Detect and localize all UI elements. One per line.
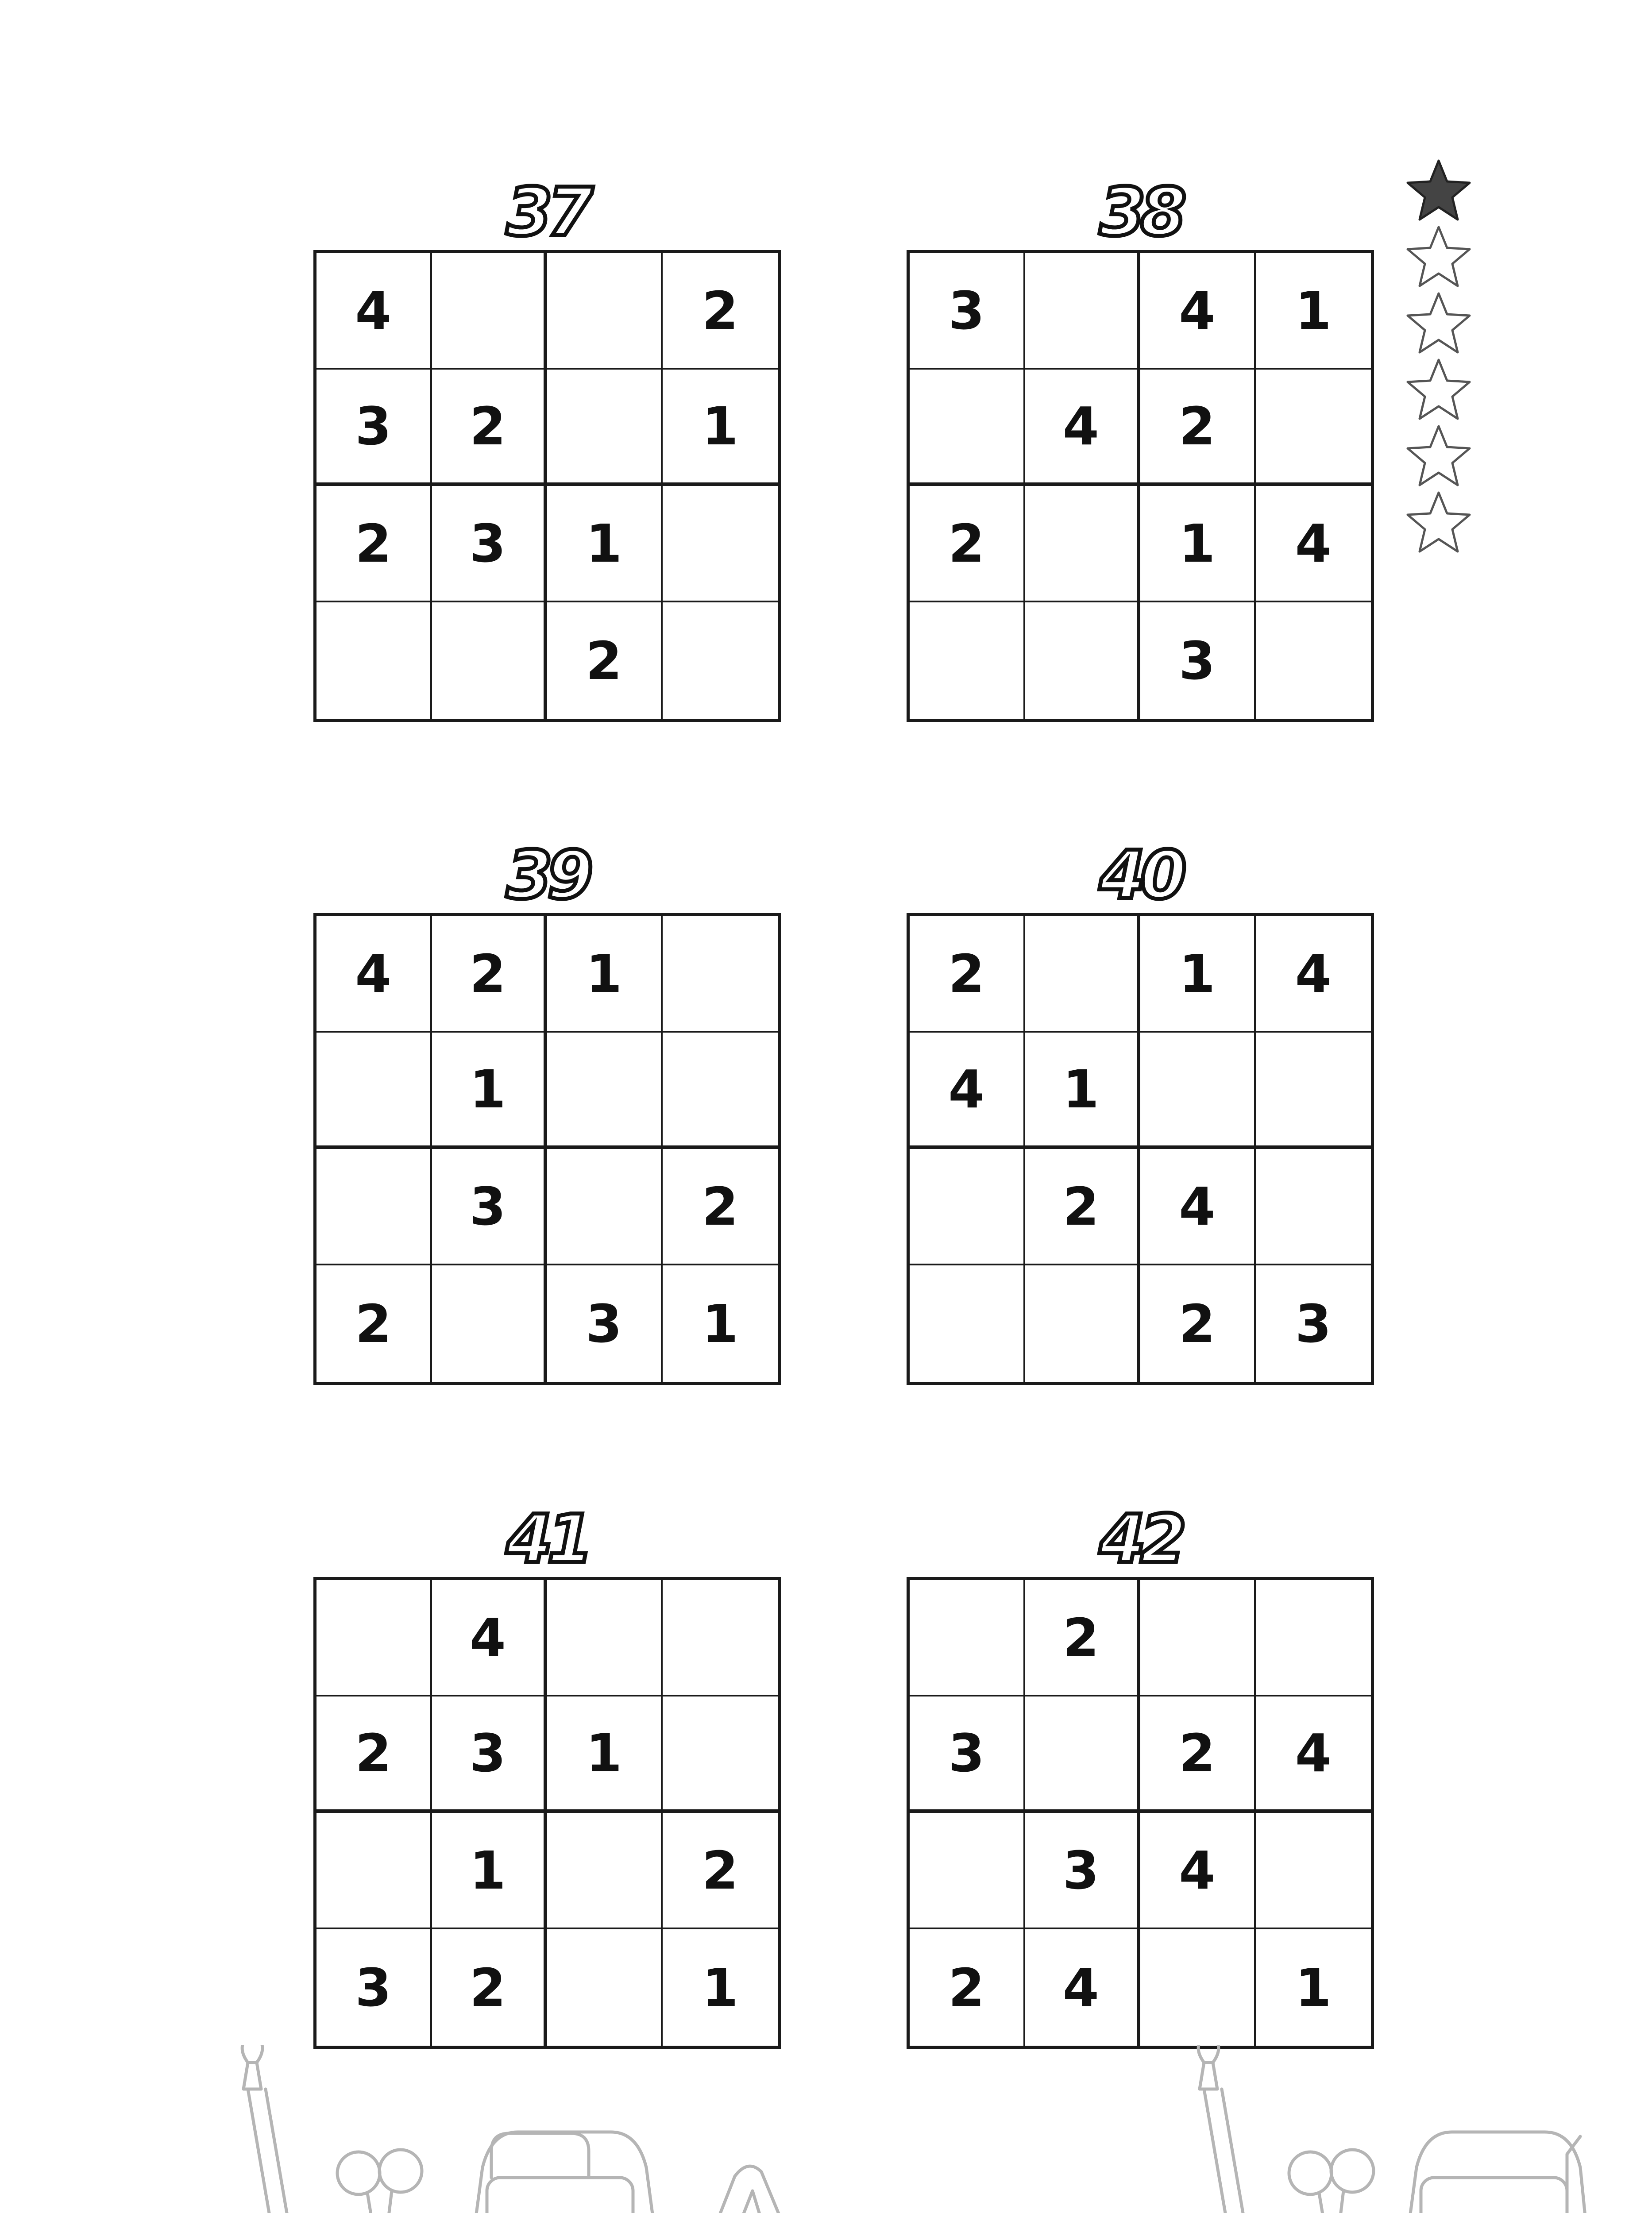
grid-cell: 2 [663, 1149, 778, 1265]
grid-cell: 2 [1140, 1265, 1256, 1382]
grid-cell: 3 [317, 370, 432, 486]
difficulty-rating [1405, 157, 1472, 555]
star-icon [1405, 224, 1472, 290]
grid-cell: 2 [432, 370, 548, 486]
grid-cell: 4 [910, 1033, 1025, 1149]
grid-cell: 3 [1140, 602, 1256, 719]
grid-cell[interactable] [547, 1033, 663, 1149]
grid-cell: 3 [432, 1149, 548, 1265]
sudoku-grid [313, 1577, 781, 2049]
grid-cell: 1 [547, 916, 663, 1033]
grid-cell: 2 [317, 1265, 432, 1382]
grid-cell: 1 [1025, 1033, 1141, 1149]
grid-cell: 4 [1025, 1929, 1141, 2046]
grid-cell: 4 [1025, 370, 1141, 486]
grid-cell: 4 [1140, 1149, 1256, 1265]
grid-cell[interactable] [1025, 1696, 1141, 1813]
grid-cell[interactable] [910, 602, 1025, 719]
grid-cell: 2 [663, 1813, 778, 1929]
grid-cell: 1 [702, 1293, 738, 1354]
puzzle-number: 40 [1099, 837, 1181, 914]
grid-cell: 3 [317, 1929, 432, 2046]
grid-cell: 1 [702, 1957, 738, 2018]
grid-cell[interactable] [432, 602, 548, 719]
grid-cell: 1 [547, 1696, 663, 1813]
grid-cell[interactable] [317, 1813, 432, 1929]
grid-cell[interactable] [547, 253, 663, 370]
grid-cell[interactable] [1140, 1580, 1256, 1696]
grid-cell: 2 [1140, 370, 1256, 486]
grid-cell: 2 [910, 1929, 1025, 2046]
grid-cell[interactable] [663, 916, 778, 1033]
grid-cell[interactable] [910, 1265, 1025, 1382]
sudoku-grid [907, 913, 1374, 1385]
grid-cell: 2 [663, 253, 778, 370]
grid-cell: 4 [1140, 1813, 1256, 1929]
grid-cell: 2 [317, 1696, 432, 1813]
grid-cell: 1 [432, 1813, 548, 1929]
grid-cell[interactable] [317, 602, 432, 719]
grid-cell: 3 [1295, 1293, 1332, 1354]
grid-cell: 1 [1295, 1957, 1332, 2018]
grid-cell: 3 [910, 253, 1025, 370]
grid-cell[interactable] [1025, 602, 1141, 719]
star-icon [1405, 290, 1472, 356]
grid-cell: 2 [1025, 1149, 1141, 1265]
backpack-icon [1399, 2132, 1594, 2213]
puzzle-number: 41 [506, 1501, 588, 1578]
grid-cell: 2 [910, 486, 1025, 602]
grid-cell: 2 [1025, 1580, 1141, 1696]
paintbrush-icon [1198, 2045, 1248, 2213]
grid-cell: 2 [432, 1929, 548, 2046]
grid-cell[interactable] [432, 253, 548, 370]
grid-cell: 1 [1140, 486, 1256, 602]
grid-cell: 4 [432, 1580, 548, 1696]
grid-cell: 1 [1140, 916, 1256, 1033]
grid-cell: 2 [547, 602, 663, 719]
star-icon [1405, 489, 1472, 555]
grid-cell: 3 [432, 1696, 548, 1813]
scissors-icon [337, 2150, 422, 2213]
grid-cell[interactable] [547, 1929, 663, 2046]
puzzle-number: 42 [1099, 1501, 1181, 1578]
sudoku-grid [907, 1577, 1374, 2049]
grid-cell[interactable] [1025, 486, 1141, 602]
paintbrush-icon [242, 2045, 292, 2213]
grid-cell[interactable] [547, 1580, 663, 1696]
grid-cell: 1 [663, 370, 778, 486]
grid-cell[interactable] [1025, 916, 1141, 1033]
star-icon [1405, 356, 1472, 423]
grid-cell[interactable] [910, 1580, 1025, 1696]
puzzle-number: 38 [1099, 174, 1181, 251]
grid-cell: 3 [910, 1696, 1025, 1813]
stapler-icon [686, 2166, 814, 2213]
puzzle-number: 37 [506, 174, 588, 251]
grid-cell: 3 [547, 1265, 663, 1382]
grid-cell[interactable] [663, 1033, 778, 1149]
grid-cell[interactable] [432, 1265, 548, 1382]
backpack-icon [465, 2132, 664, 2213]
star-icon [1405, 157, 1472, 224]
grid-cell[interactable] [1256, 1149, 1371, 1265]
grid-cell: 4 [1256, 916, 1371, 1033]
grid-cell[interactable] [1256, 1033, 1371, 1149]
grid-cell[interactable] [663, 1580, 778, 1696]
school-supplies-decoration [0, 2045, 1652, 2213]
grid-cell[interactable] [910, 1149, 1025, 1265]
grid-cell[interactable] [317, 1033, 432, 1149]
grid-cell: 2 [1140, 1696, 1256, 1813]
grid-cell: 1 [432, 1033, 548, 1149]
grid-cell: 3 [432, 486, 548, 602]
grid-cell[interactable] [663, 486, 778, 602]
grid-cell[interactable] [663, 1696, 778, 1813]
grid-cell[interactable] [547, 1813, 663, 1929]
grid-cell[interactable] [1140, 1929, 1256, 2046]
star-icon [1405, 423, 1472, 489]
grid-cell[interactable] [317, 1149, 432, 1265]
grid-cell: 4 [1256, 1696, 1371, 1813]
grid-cell[interactable] [1256, 1580, 1371, 1696]
grid-cell: 4 [317, 916, 432, 1033]
grid-cell: 2 [317, 486, 432, 602]
scissors-icon [1289, 2150, 1374, 2213]
grid-cell: 1 [547, 486, 663, 602]
grid-cell[interactable] [1140, 1033, 1256, 1149]
sudoku-grid [907, 250, 1374, 722]
grid-cell[interactable] [663, 602, 778, 719]
grid-cell[interactable] [1256, 1813, 1371, 1929]
grid-cell[interactable] [317, 1580, 432, 1696]
grid-cell: 2 [432, 916, 548, 1033]
grid-cell[interactable] [547, 1149, 663, 1265]
grid-cell: 2 [910, 916, 1025, 1033]
grid-cell[interactable] [1256, 370, 1371, 486]
grid-cell: 1 [1256, 253, 1371, 370]
grid-cell[interactable] [910, 1813, 1025, 1929]
sudoku-grid [313, 250, 781, 722]
sudoku-grid [313, 913, 781, 1385]
grid-cell[interactable] [1256, 602, 1371, 719]
grid-cell: 4 [1256, 486, 1371, 602]
grid-cell[interactable] [910, 370, 1025, 486]
grid-cell[interactable] [547, 370, 663, 486]
puzzle-number: 39 [506, 837, 588, 914]
grid-cell: 3 [1025, 1813, 1141, 1929]
grid-cell[interactable] [1025, 253, 1141, 370]
grid-cell: 4 [1140, 253, 1256, 370]
grid-cell[interactable] [1025, 1265, 1141, 1382]
grid-cell: 4 [317, 253, 432, 370]
